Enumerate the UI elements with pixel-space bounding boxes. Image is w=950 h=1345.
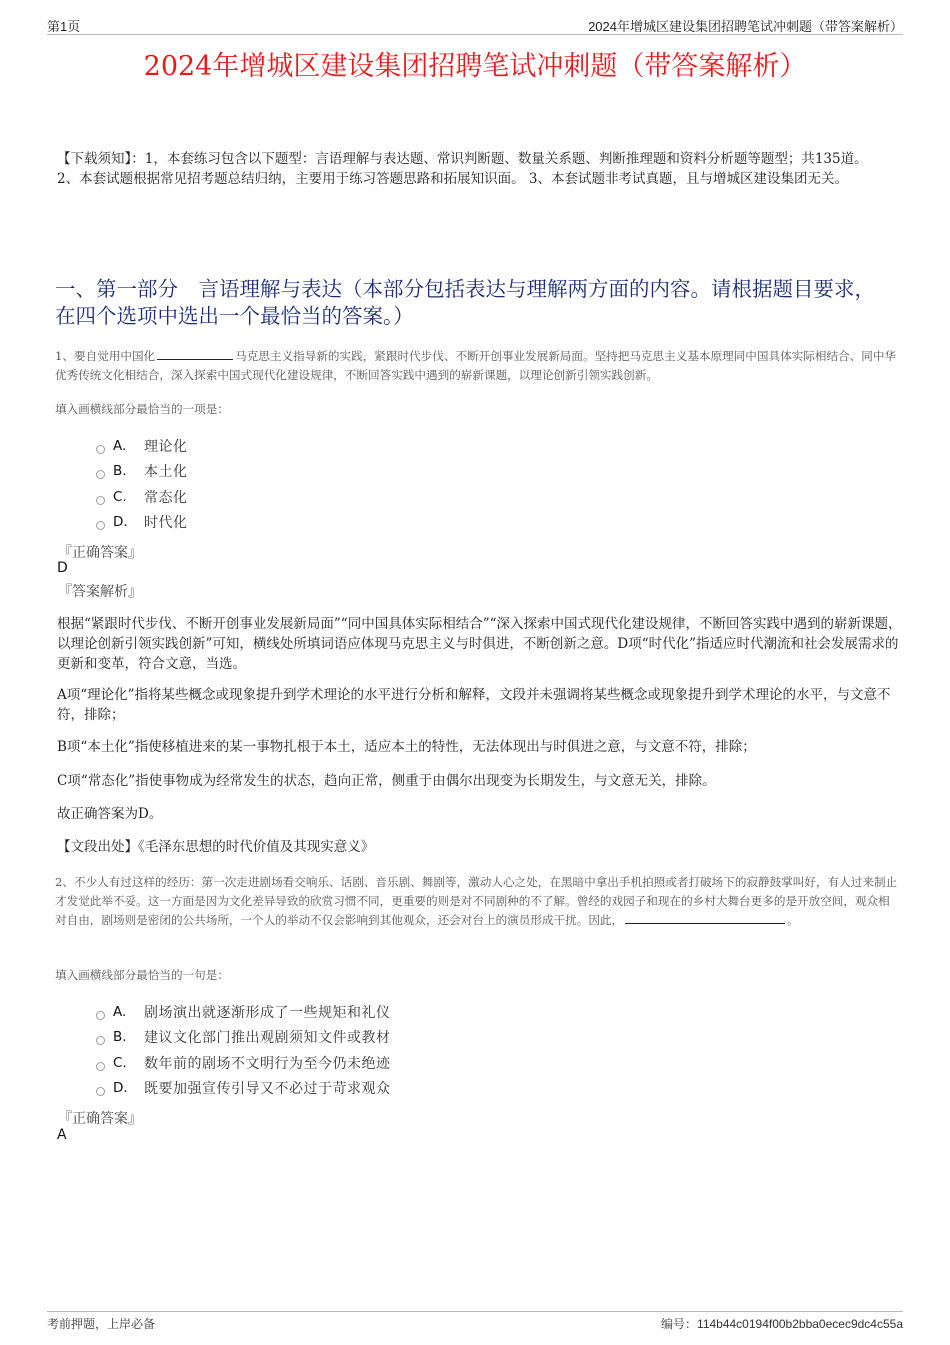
- question-text-after-blank: 马克思主义指导新的实践，紧跟时代步伐、不断开创事业发展新局面。坚持把马克思主义基本原理同中国具体实际相结合、同中华优秀传统文化相结合，深入探索中国式现代化建设规律，不断回答实践中遇到的崭新课题，以理论创新引领实践创新。: [55, 349, 897, 382]
- option-text: 剧场演出就逐渐形成了一些规矩和礼仪: [144, 1004, 391, 1021]
- serial-value: 114b44c0194f00b2bba0ecec9dc4c55a: [697, 1317, 903, 1331]
- analysis-label: 『答案解析』: [58, 584, 142, 600]
- question-1-stem: [55, 347, 900, 385]
- question-number: 2、: [55, 875, 74, 889]
- option-a[interactable]: [96, 433, 188, 459]
- analysis-paragraph: 根据“紧跟时代步伐、不断开创事业发展新局面”“同中国具体实际相结合”“深入探索中国式现代化建设规律，不断回答实践中遇到的崭新课题，以理论创新引领实践创新”可知，横线处所填词语应体现马克思主义与时俱进，不断创新之意。D项“时代化”指适应时代潮流和社会发展需求的更新和变革，符合文意，当选。: [57, 616, 902, 672]
- question-number: 1、: [55, 349, 74, 363]
- correct-answer: D: [57, 560, 68, 576]
- radio-button-icon[interactable]: [96, 496, 105, 505]
- radio-button-icon[interactable]: [96, 470, 105, 479]
- question-2-stem: [55, 873, 900, 930]
- option-d[interactable]: [96, 1076, 391, 1102]
- option-text: 既要加强宣传引导又不必过于苛求观众: [144, 1081, 391, 1098]
- question-1-prompt: 填入画横线部分最恰当的一项是：: [55, 402, 229, 416]
- question-text-after-blank: 。: [787, 913, 799, 927]
- correct-answer: A: [57, 1127, 67, 1143]
- option-text: 建议文化部门推出观剧须知文件或教材: [144, 1030, 391, 1047]
- document-title: 2024年增城区建设集团招聘笔试冲刺题（带答案解析）: [143, 51, 807, 82]
- page-header: [47, 14, 903, 35]
- question-1-options: [96, 433, 188, 535]
- option-text: 数年前的剧场不文明行为至今仍未绝迹: [144, 1055, 391, 1072]
- page-footer: [47, 1311, 903, 1331]
- radio-button-icon[interactable]: [96, 521, 105, 530]
- option-text: 时代化: [144, 515, 188, 532]
- option-letter: A.: [113, 437, 127, 454]
- radio-button-icon[interactable]: [96, 1036, 105, 1045]
- option-letter: D.: [113, 514, 128, 531]
- option-letter: B.: [113, 463, 127, 480]
- correct-answer-label: 『正确答案』: [58, 545, 142, 561]
- question-2-options: [96, 999, 391, 1101]
- radio-button-icon[interactable]: [96, 1062, 105, 1071]
- fill-in-blank: [157, 358, 233, 360]
- download-notice: 【下载须知】：1，本套练习包含以下题型：言语理解与表达题、常识判断题、数量关系题、判断推理题和资料分析题等题型；共135道。 2、本套试题根据常见招考题总结归纳，主要用于练习答题思路和拓展知识面。 3、本套试题非考试真题，且与增城区建设集团无关。: [57, 151, 868, 187]
- serial-label: 编号：: [661, 1317, 698, 1331]
- footer-slogan: 考前押题，上岸必备: [47, 1317, 156, 1331]
- question-text-before-blank: 不少人有过这样的经历：第一次走进剧场看交响乐、话剧、音乐剧、舞剧等，激动人心之处，在黑暗中拿出手机拍照或者打破场下的寂静鼓掌叫好，有人过来制止才发觉此举不妥。这一方面是因为文化差异导致的欣赏习惯不同，更重要的则是对不同剧种的不了解。曾经的戏园子和现在的乡村大舞台更多的是开放空间，观众相对自由，剧场则是密闭的公共场所，一个人的举动不仅会影响到其他观众，还会对台上的演员形成干扰。因此，: [55, 875, 898, 927]
- radio-button-icon[interactable]: [96, 445, 105, 454]
- option-text: 理论化: [144, 438, 188, 455]
- option-d[interactable]: [96, 510, 188, 536]
- option-text: 常态化: [144, 489, 188, 506]
- fill-in-blank: [625, 922, 785, 924]
- question-2-prompt: 填入画横线部分最恰当的一句是：: [55, 968, 229, 982]
- document-serial: [661, 1315, 903, 1332]
- header-doc-title: 2024年增城区建设集团招聘笔试冲刺题（带答案解析）: [588, 19, 903, 34]
- option-letter: C.: [113, 488, 127, 505]
- option-c[interactable]: [96, 1050, 391, 1076]
- option-letter: C.: [113, 1054, 127, 1071]
- option-b[interactable]: [96, 1025, 391, 1051]
- option-letter: B.: [113, 1029, 127, 1046]
- question-text-before-blank: 要自觉用中国化: [73, 349, 156, 363]
- option-text: 本土化: [144, 464, 188, 481]
- analysis-paragraph: C项“常态化”指使事物成为经常发生的状态，趋向正常，侧重于由偶尔出现变为长期发生，与文意无关，排除。: [57, 773, 716, 789]
- section-heading: 一、第一部分 言语理解与表达（本部分包括表达与理解两方面的内容。请根据题目要求，在四个选项中选出一个最恰当的答案。）: [55, 277, 875, 328]
- radio-button-icon[interactable]: [96, 1087, 105, 1096]
- option-b[interactable]: [96, 459, 188, 485]
- analysis-paragraph: A项“理论化”指将某些概念或现象提升到学术理论的水平进行分析和解释，文段并未强调将某些概念或现象提升到学术理论的水平，与文意不符，排除；: [57, 687, 891, 723]
- option-letter: D.: [113, 1080, 128, 1097]
- option-c[interactable]: [96, 484, 188, 510]
- option-letter: A.: [113, 1003, 127, 1020]
- analysis-paragraph: B项“本土化”指使移植进来的某一事物扎根于本土，适应本土的特性，无法体现出与时俱进之意，与文意不符，排除；: [57, 739, 756, 755]
- page-number: 第1页: [47, 19, 81, 34]
- passage-source: 【文段出处】《毛泽东思想的时代价值及其现实意义》: [57, 839, 375, 855]
- analysis-conclusion: 故正确答案为D。: [57, 806, 163, 822]
- radio-button-icon[interactable]: [96, 1011, 105, 1020]
- option-a[interactable]: [96, 999, 391, 1025]
- correct-answer-label: 『正确答案』: [58, 1111, 142, 1127]
